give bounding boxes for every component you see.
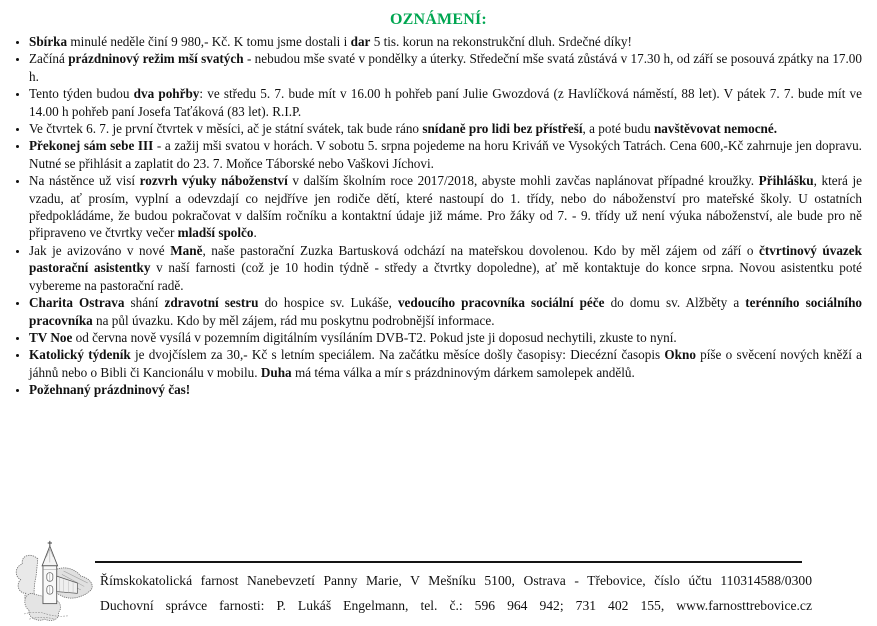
footer-contact-info: Duchovní správce farnosti: P. Lukáš Engelmann, tel. č.: 596 964 942; 731 402 155, www.farnosttrebovice.cz (100, 598, 812, 613)
announcement-item: • Tento týden budou dva pohřby: ve středu 5. 7. bude mít v 16.00 h pohřeb paní Julie Gwozdová (z Havlíčková náměstí, 88 let). V pátek 7. 7. bude mít ve 14.00 h pohřeb paní Josefa Taťáková (83 let). R.I.P. (29, 85, 862, 120)
church-sketch-icon (12, 540, 98, 626)
announcement-item: • TV Noe od června nově vysílá v pozemním digitálním vysíláním DVB-T2. Pokud jste ji doposud nechytili, zkuste to nyní. (29, 329, 862, 346)
announcement-item: • Požehnaný prázdninový čas! (29, 381, 862, 398)
footer-parish-info: Římskokatolická farnost Nanebevzetí Panny Marie, V Mešníku 5100, Ostrava - Třebovice, číslo účtu 110314588/0300 (100, 573, 812, 588)
announcement-item: • Překonej sám sebe III - a zažij mši svatou v horách. V sobotu 5. srpna pojedeme na horu Kriváň ve Vysokých Tatrách. Cena 600,-Kč zahrnuje jen dopravu. Nutné se přihlásit a zaplatit do 23. 7. Moňce Táborské nebo Vaškovi Jíchovi. (29, 137, 862, 172)
announcement-item: • Ve čtvrtek 6. 7. je první čtvrtek v měsíci, ač je státní svátek, tak bude ráno snídaně pro lidi bez přístřeší, a poté budu navštěvovat nemocné. (29, 120, 862, 137)
announcement-item: • Jak je avizováno v nové Maně, naše pastorační Zuzka Bartusková odchází na mateřskou dovolenou. Kdo by měl zájem od září o čtvrtinový úvazek pastorační asistentky v naší farnosti (což je 10 hodin týdně - středy a čtvrtky dopoledne), ať mě kontaktuje do konce srpna. Novou asistentku poté vybereme na pastorační radě. (29, 242, 862, 294)
announcement-item: • Na nástěnce už visí rozvrh výuky náboženství v dalším školním roce 2017/2018, abyste mohli zavčas naplánovat případné kroužky. Přihlášku, která je vzadu, ať prosím, vyplní a odevzdají co nejdříve jen rodiče dětí, které nastoupí do 1. třídy, nebo do náboženství pro mateřské školy. U ostatních předpokládáme, že budou pokračovat v dalším ročníku a kontaktní údaje již máme. Pro žáky od 7. - 9. třídy už není výuka náboženství, ale bude pro ně připraveno ve čtvrtky večer mladší spolčo. (29, 172, 862, 242)
announcement-list (14, 33, 862, 399)
announcement-item: • Katolický týdeník je dvojčíslem za 30,- Kč s letním speciálem. Na začátku měsíce došly časopisy: Diecézní časopis Okno píše o svěcení nových kněží a jáhnů nebo o Bibli či Kancionálu v mobilu. Duha má téma válka a mír s prázdninovým dárkem samolepek andělů. (29, 346, 862, 381)
announcement-item: • Sbírka minulé neděle činí 9 980,- Kč. K tomu jsme dostali i dar 5 tis. korun na rekonstrukční dluh. Srdečné díky! (29, 33, 862, 50)
footer-divider (95, 561, 802, 563)
announcement-item: • Začíná prázdninový režim mší svatých - nebudou mše svaté v pondělky a úterky. Středeční mše svatá zůstává v 17.30 h, od září se posouvá zpátky na 17.00 h. (29, 50, 862, 85)
page-title: OZNÁMENÍ: (390, 11, 487, 28)
announcements-section (14, 33, 862, 399)
announcement-item: • Charita Ostrava shání zdravotní sestru do hospice sv. Lukáše, vedoucího pracovníka sociální péče do domu sv. Alžběty a terénního sociálního pracovníka na půl úvazku. Kdo by měl zájem, rád mu poskytnu podrobnější informace. (29, 294, 862, 329)
